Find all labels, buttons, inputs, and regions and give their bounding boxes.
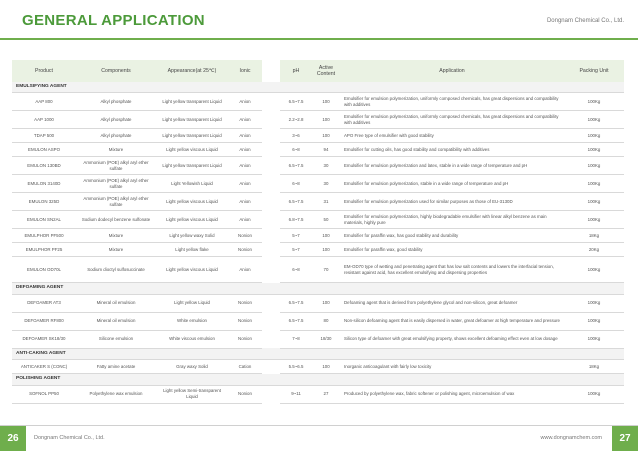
cell-ph: 6.5~7.5	[280, 93, 312, 111]
cell-appearance: Light Yellowish Liquid	[156, 175, 228, 193]
cell-components: Sodium dodecyl benzene sulfonate	[76, 211, 156, 229]
cell-product: AAP 1000	[12, 111, 76, 129]
cell-ph: 9~11	[280, 385, 312, 403]
section-label: POLISHING AGENT	[12, 374, 624, 385]
cell-product: EMULON ASPO	[12, 143, 76, 157]
cell-application: Emulsifier for emulsion polymerization used for similar purposes as those of EU-3130D	[340, 193, 564, 211]
cell-ph: 6~8	[280, 175, 312, 193]
cell-active: 80	[312, 312, 340, 330]
column-gap	[262, 129, 280, 143]
section-label: EMULSIFYING AGENT	[12, 82, 624, 93]
cell-packing: 100Kg	[564, 129, 624, 143]
cell-ionic: Anion	[228, 93, 262, 111]
column-gap	[262, 330, 280, 348]
cell-product: EMULON SN2AL	[12, 211, 76, 229]
section-row-emulsifying	[12, 82, 624, 93]
column-gap	[262, 243, 280, 257]
cell-appearance: Light yellow viscous Liquid	[156, 193, 228, 211]
cell-ionic: Anion	[228, 143, 262, 157]
cell-components: Ammonium (POE) alkyl aryl ether sulfate	[76, 157, 156, 175]
cell-product: EMULPHOR PF500	[12, 229, 76, 243]
column-gap	[262, 193, 280, 211]
cell-ph: 7~8	[280, 330, 312, 348]
col-header-ph: pH	[280, 60, 312, 82]
cell-appearance: Light yellow viscous Liquid	[156, 143, 228, 157]
cell-components: Alkyl phosphate	[76, 93, 156, 111]
table-row	[12, 294, 624, 312]
col-header-ionic: Ionic	[228, 60, 262, 82]
cell-packing: 100Kg	[564, 385, 624, 403]
column-gap	[262, 385, 280, 403]
header-company: Dongnam Chemical Co., Ltd.	[546, 18, 624, 24]
cell-components: Ammonium (POE) alkyl aryl ether sulfate	[76, 193, 156, 211]
cell-application: Non-silicon defoaming agent that is easily dispersed in water, great defoamer at high temperature and pressure	[340, 312, 564, 330]
table-row	[12, 243, 624, 257]
table-row	[12, 129, 624, 143]
cell-product: EMULON OD70L	[12, 257, 76, 283]
cell-active: 100	[312, 294, 340, 312]
col-header-active-content: Active Content	[312, 60, 340, 82]
cell-ionic: Anion	[228, 211, 262, 229]
table-row	[12, 143, 624, 157]
column-gap	[262, 312, 280, 330]
cell-appearance: White viscous emulsion	[156, 330, 228, 348]
cell-active: 100	[312, 93, 340, 111]
cell-appearance: Light yellow Liquid	[156, 294, 228, 312]
column-gap	[262, 93, 280, 111]
cell-active: 18/30	[312, 330, 340, 348]
column-gap	[262, 157, 280, 175]
cell-packing: 100Kg	[564, 111, 624, 129]
cell-appearance: Light yellow transparent Liquid	[156, 129, 228, 143]
cell-active: 70	[312, 257, 340, 283]
table-row	[12, 229, 624, 243]
cell-components: Polyethylene wax emulsion	[76, 385, 156, 403]
cell-active: 100	[312, 229, 340, 243]
cell-components: Mixture	[76, 229, 156, 243]
cell-ionic: Nonion	[228, 330, 262, 348]
cell-product: TDAP 500	[12, 129, 76, 143]
cell-application: Inorganic anticoagulant with fairly low toxicity	[340, 360, 564, 374]
cell-components: Silicone emulsion	[76, 330, 156, 348]
cell-packing: 100Kg	[564, 157, 624, 175]
column-gap	[262, 257, 280, 283]
cell-appearance: Light yellow viscous Liquid	[156, 211, 228, 229]
cell-packing: 100Kg	[564, 143, 624, 157]
cell-application: Defoaming agent that is derived from polyethylene glycol and non-silicon, great defoamer	[340, 294, 564, 312]
page-header	[0, 0, 638, 40]
cell-active: 100	[312, 360, 340, 374]
table-row	[12, 193, 624, 211]
cell-product: EMULON 325D	[12, 193, 76, 211]
cell-ionic: Nonion	[228, 243, 262, 257]
cell-application: Emulsifier for emulsion polymerization, stable in a wide range of temperature and pH	[340, 175, 564, 193]
page-title: GENERAL APPLICATION	[22, 12, 205, 29]
cell-ionic: Nonion	[228, 385, 262, 403]
cell-application: Emulsifier for cutting oils, has good stability and compatibility with additives	[340, 143, 564, 157]
cell-ionic: Anion	[228, 257, 262, 283]
table-row	[12, 93, 624, 111]
column-gap	[262, 143, 280, 157]
cell-ph: 3~6	[280, 129, 312, 143]
table-header-row	[12, 60, 624, 82]
cell-components: Mineral oil emulsion	[76, 312, 156, 330]
cell-appearance: Light yellow viscous Liquid	[156, 257, 228, 283]
product-table-container	[12, 60, 624, 404]
cell-active: 27	[312, 385, 340, 403]
table-row	[12, 111, 624, 129]
column-gap	[262, 360, 280, 374]
col-header-appearance: Appearance(at 25℃)	[156, 60, 228, 82]
table-row	[12, 175, 624, 193]
cell-ph: 2.2~2.8	[280, 111, 312, 129]
cell-active: 100	[312, 243, 340, 257]
cell-active: 94	[312, 143, 340, 157]
cell-product: SOFNOL PP50	[12, 385, 76, 403]
cell-appearance: White emulsion	[156, 312, 228, 330]
page-number-left: 26	[0, 426, 26, 451]
column-gap	[262, 229, 280, 243]
cell-application: APO Free type of emulsifier with good stability	[340, 129, 564, 143]
cell-components: Sodium dioctyl sulfosuccinate	[76, 257, 156, 283]
cell-ionic: Anion	[228, 111, 262, 129]
cell-product: EMULON 130BD	[12, 157, 76, 175]
table-row	[12, 257, 624, 283]
footer-company: Dongnam Chemical Co., Ltd.	[34, 435, 105, 441]
cell-product: EMULPHOR PF25	[12, 243, 76, 257]
cell-ionic: Anion	[228, 175, 262, 193]
cell-application: Emulsifier for emulsion polymerization, highly biodegradable emulsifier with linear alkyl benzene as main materials, highly pure	[340, 211, 564, 229]
cell-product: DEFOAMER AT3	[12, 294, 76, 312]
cell-application: Emulsifier for emulsion polymerization and latex, stable in a wide range of temperature and pH	[340, 157, 564, 175]
cell-ph: 6.8~7.5	[280, 211, 312, 229]
table-row	[12, 312, 624, 330]
cell-product: AAP 800	[12, 93, 76, 111]
cell-active: 50	[312, 211, 340, 229]
cell-active: 30	[312, 157, 340, 175]
cell-components: Alkyl phosphate	[76, 129, 156, 143]
cell-packing: 100Kg	[564, 93, 624, 111]
cell-application: Silicon type of defoamer with great emulsifying property, shows excellent defoaming effect even at low dosage	[340, 330, 564, 348]
cell-active: 30	[312, 175, 340, 193]
cell-ionic: Nonion	[228, 229, 262, 243]
cell-packing: 100Kg	[564, 211, 624, 229]
cell-appearance: Light yellow flake	[156, 243, 228, 257]
cell-ph: 5~7	[280, 229, 312, 243]
column-gap	[262, 175, 280, 193]
page-footer	[0, 425, 638, 451]
cell-active: 100	[312, 129, 340, 143]
column-gap	[262, 294, 280, 312]
cell-components: Fatty amine acetate	[76, 360, 156, 374]
cell-components: Mineral oil emulsion	[76, 294, 156, 312]
table-row	[12, 360, 624, 374]
col-header-packing: Packing Unit	[564, 60, 624, 82]
cell-ionic: Nonion	[228, 294, 262, 312]
cell-appearance: Light yellow transparent Liquid	[156, 93, 228, 111]
cell-packing: 100Kg	[564, 330, 624, 348]
section-row-anticaking	[12, 348, 624, 359]
cell-components: Alkyl phosphate	[76, 111, 156, 129]
column-gap	[262, 111, 280, 129]
cell-components: Ammonium (POE) alkyl aryl ether sulfate	[76, 175, 156, 193]
cell-product: DEFOAMER SK18/30	[12, 330, 76, 348]
table-row	[12, 211, 624, 229]
cell-appearance: Light yellow Semi-transparent Liquid	[156, 385, 228, 403]
page-number-right: 27	[612, 426, 638, 451]
cell-ph: 5~7	[280, 243, 312, 257]
cell-appearance: Light yellow transparent Liquid	[156, 157, 228, 175]
cell-ph: 6.5~7.5	[280, 312, 312, 330]
product-table	[12, 60, 624, 404]
cell-ionic: Cation	[228, 360, 262, 374]
cell-ionic: Nonion	[228, 312, 262, 330]
cell-packing: 100Kg	[564, 257, 624, 283]
cell-packing: 100Kg	[564, 294, 624, 312]
cell-packing: 100Kg	[564, 175, 624, 193]
col-header-components: Components	[76, 60, 156, 82]
cell-application: Emulsifier for paraffin wax, has good stability and durability	[340, 229, 564, 243]
cell-ph: 6~8	[280, 143, 312, 157]
cell-packing: 100Kg	[564, 312, 624, 330]
cell-product: ANTICAKER S (CONC)	[12, 360, 76, 374]
cell-application: Produced by polyethylene wax, fabric softener or polishing agent, microemulsion of wax	[340, 385, 564, 403]
cell-active: 31	[312, 193, 340, 211]
cell-application: Emulsifier for emulsion polymerization, uniformly composed chemicals, has great dispersions and compatibility with additives	[340, 93, 564, 111]
cell-packing: 18Kg	[564, 229, 624, 243]
section-row-polishing	[12, 374, 624, 385]
cell-application: EM-OD70 type of wetting and penetrating agent that has low salt contents and lowers the interfacial tension, resistant against acid, has excellent emulsifying and dispersing properties	[340, 257, 564, 283]
cell-active: 100	[312, 111, 340, 129]
footer-url[interactable]: www.dongnamchem.com	[540, 435, 602, 441]
cell-components: Mixture	[76, 243, 156, 257]
cell-product: EMULON 3140D	[12, 175, 76, 193]
section-label: ANTI-CAKING AGENT	[12, 348, 624, 359]
cell-product: DEFOAMER RF800	[12, 312, 76, 330]
col-header-product: Product	[12, 60, 76, 82]
table-row	[12, 385, 624, 403]
cell-ph: 6.5~7.5	[280, 157, 312, 175]
cell-ph: 6.5~7.5	[280, 193, 312, 211]
cell-ph: 6~8	[280, 257, 312, 283]
cell-components: Mixture	[76, 143, 156, 157]
section-row-defoaming	[12, 283, 624, 294]
column-gap	[262, 60, 280, 82]
cell-appearance: Gray waxy Solid	[156, 360, 228, 374]
cell-application: Emulsifier for paraffin wax, good stability	[340, 243, 564, 257]
cell-ionic: Anion	[228, 157, 262, 175]
cell-appearance: Light yellow waxy Solid	[156, 229, 228, 243]
column-gap	[262, 211, 280, 229]
cell-packing: 18Kg	[564, 360, 624, 374]
table-row	[12, 330, 624, 348]
cell-appearance: Light yellow transparent Liquid	[156, 111, 228, 129]
section-label: DEFOAMING AGENT	[12, 283, 624, 294]
cell-packing: 100Kg	[564, 193, 624, 211]
cell-ionic: Anion	[228, 193, 262, 211]
cell-ionic: Anion	[228, 129, 262, 143]
cell-ph: 5.5~6.5	[280, 360, 312, 374]
table-row	[12, 157, 624, 175]
cell-ph: 6.5~7.5	[280, 294, 312, 312]
cell-application: Emulsifier for emulsion polymerization, uniformly composed chemicals, has great dispersions and compatibility with additives	[340, 111, 564, 129]
cell-packing: 20Kg	[564, 243, 624, 257]
col-header-application: Application	[340, 60, 564, 82]
